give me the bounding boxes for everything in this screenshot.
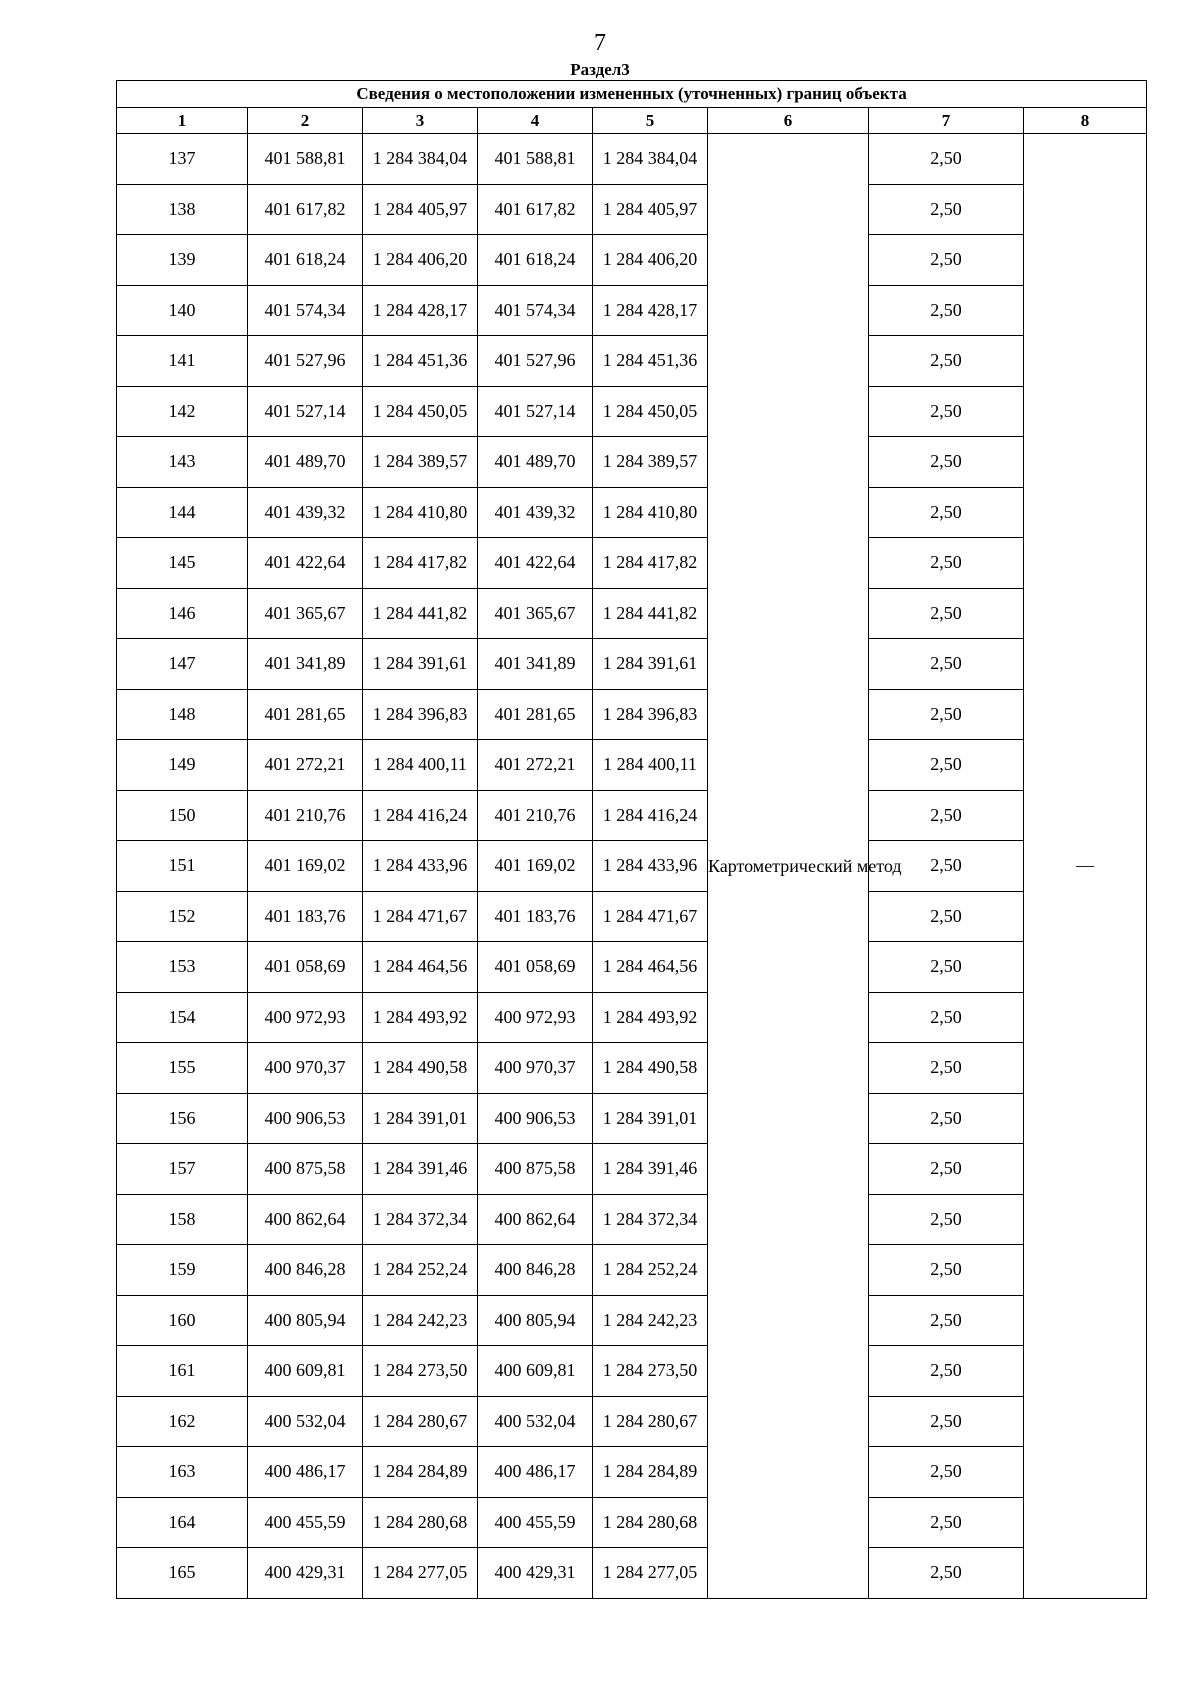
point-number-cell: 137 bbox=[117, 134, 248, 185]
new-x-cell: 401 617,82 bbox=[478, 184, 593, 235]
coordinates-table bbox=[116, 80, 1147, 1599]
new-y-cell: 1 284 405,97 bbox=[593, 184, 708, 235]
existing-y-cell: 1 284 242,23 bbox=[363, 1295, 478, 1346]
column-number: 4 bbox=[478, 108, 593, 134]
new-x-cell: 400 486,17 bbox=[478, 1447, 593, 1498]
new-x-cell: 400 906,53 bbox=[478, 1093, 593, 1144]
accuracy-cell: 2,50 bbox=[869, 639, 1024, 690]
table-row bbox=[117, 740, 1147, 791]
new-y-cell: 1 284 410,80 bbox=[593, 487, 708, 538]
accuracy-cell: 2,50 bbox=[869, 1144, 1024, 1195]
existing-y-cell: 1 284 417,82 bbox=[363, 538, 478, 589]
existing-y-cell: 1 284 450,05 bbox=[363, 386, 478, 437]
column-number: 8 bbox=[1024, 108, 1147, 134]
new-y-cell: 1 284 471,67 bbox=[593, 891, 708, 942]
table-row bbox=[117, 1295, 1147, 1346]
new-x-cell: 401 439,32 bbox=[478, 487, 593, 538]
new-y-cell: 1 284 493,92 bbox=[593, 992, 708, 1043]
point-number-cell: 150 bbox=[117, 790, 248, 841]
new-y-cell: 1 284 433,96 bbox=[593, 841, 708, 892]
new-y-cell: 1 284 396,83 bbox=[593, 689, 708, 740]
existing-y-cell: 1 284 471,67 bbox=[363, 891, 478, 942]
existing-y-cell: 1 284 416,24 bbox=[363, 790, 478, 841]
existing-x-cell: 401 617,82 bbox=[248, 184, 363, 235]
existing-x-cell: 401 588,81 bbox=[248, 134, 363, 185]
existing-x-cell: 400 805,94 bbox=[248, 1295, 363, 1346]
existing-y-cell: 1 284 273,50 bbox=[363, 1346, 478, 1397]
existing-x-cell: 401 058,69 bbox=[248, 942, 363, 993]
new-y-cell: 1 284 428,17 bbox=[593, 285, 708, 336]
point-number-cell: 148 bbox=[117, 689, 248, 740]
table-row bbox=[117, 1497, 1147, 1548]
point-number-cell: 152 bbox=[117, 891, 248, 942]
new-x-cell: 400 429,31 bbox=[478, 1548, 593, 1599]
new-x-cell: 401 527,96 bbox=[478, 336, 593, 387]
existing-x-cell: 401 439,32 bbox=[248, 487, 363, 538]
new-x-cell: 400 805,94 bbox=[478, 1295, 593, 1346]
existing-x-cell: 401 341,89 bbox=[248, 639, 363, 690]
point-number-cell: 160 bbox=[117, 1295, 248, 1346]
new-x-cell: 401 183,76 bbox=[478, 891, 593, 942]
existing-y-cell: 1 284 400,11 bbox=[363, 740, 478, 791]
new-y-cell: 1 284 417,82 bbox=[593, 538, 708, 589]
existing-y-cell: 1 284 284,89 bbox=[363, 1447, 478, 1498]
new-y-cell: 1 284 451,36 bbox=[593, 336, 708, 387]
point-number-cell: 158 bbox=[117, 1194, 248, 1245]
table-row bbox=[117, 1043, 1147, 1094]
new-x-cell: 400 972,93 bbox=[478, 992, 593, 1043]
table-row bbox=[117, 134, 1147, 185]
point-number-cell: 144 bbox=[117, 487, 248, 538]
new-y-cell: 1 284 280,67 bbox=[593, 1396, 708, 1447]
column-number: 3 bbox=[363, 108, 478, 134]
new-y-cell: 1 284 284,89 bbox=[593, 1447, 708, 1498]
table-row bbox=[117, 689, 1147, 740]
new-x-cell: 400 970,37 bbox=[478, 1043, 593, 1094]
point-number-cell: 143 bbox=[117, 437, 248, 488]
existing-y-cell: 1 284 277,05 bbox=[363, 1548, 478, 1599]
point-number-cell: 163 bbox=[117, 1447, 248, 1498]
table-row bbox=[117, 1194, 1147, 1245]
existing-x-cell: 401 169,02 bbox=[248, 841, 363, 892]
point-number-cell: 156 bbox=[117, 1093, 248, 1144]
accuracy-cell: 2,50 bbox=[869, 134, 1024, 185]
new-y-cell: 1 284 441,82 bbox=[593, 588, 708, 639]
table-row bbox=[117, 1093, 1147, 1144]
section-title: Раздел3 bbox=[570, 60, 630, 79]
new-x-cell: 401 341,89 bbox=[478, 639, 593, 690]
new-y-cell: 1 284 450,05 bbox=[593, 386, 708, 437]
new-y-cell: 1 284 391,46 bbox=[593, 1144, 708, 1195]
new-x-cell: 400 532,04 bbox=[478, 1396, 593, 1447]
accuracy-cell: 2,50 bbox=[869, 1295, 1024, 1346]
new-x-cell: 401 365,67 bbox=[478, 588, 593, 639]
new-x-cell: 400 846,28 bbox=[478, 1245, 593, 1296]
table-body bbox=[117, 134, 1147, 1599]
existing-x-cell: 400 609,81 bbox=[248, 1346, 363, 1397]
point-number-cell: 159 bbox=[117, 1245, 248, 1296]
accuracy-cell: 2,50 bbox=[869, 184, 1024, 235]
point-number-cell: 147 bbox=[117, 639, 248, 690]
new-x-cell: 400 609,81 bbox=[478, 1346, 593, 1397]
existing-y-cell: 1 284 252,24 bbox=[363, 1245, 478, 1296]
table-row bbox=[117, 235, 1147, 286]
table-row bbox=[117, 285, 1147, 336]
existing-y-cell: 1 284 391,01 bbox=[363, 1093, 478, 1144]
accuracy-cell: 2,50 bbox=[869, 386, 1024, 437]
point-number-cell: 154 bbox=[117, 992, 248, 1043]
existing-x-cell: 400 455,59 bbox=[248, 1497, 363, 1548]
new-x-cell: 401 527,14 bbox=[478, 386, 593, 437]
existing-y-cell: 1 284 405,97 bbox=[363, 184, 478, 235]
existing-x-cell: 400 486,17 bbox=[248, 1447, 363, 1498]
existing-y-cell: 1 284 451,36 bbox=[363, 336, 478, 387]
point-number-cell: 153 bbox=[117, 942, 248, 993]
column-number: 6 bbox=[708, 108, 869, 134]
new-x-cell: 401 574,34 bbox=[478, 285, 593, 336]
accuracy-cell: 2,50 bbox=[869, 790, 1024, 841]
existing-x-cell: 401 281,65 bbox=[248, 689, 363, 740]
existing-y-cell: 1 284 433,96 bbox=[363, 841, 478, 892]
table-row bbox=[117, 1548, 1147, 1599]
existing-x-cell: 401 183,76 bbox=[248, 891, 363, 942]
table-row bbox=[117, 184, 1147, 235]
existing-x-cell: 401 527,96 bbox=[248, 336, 363, 387]
point-number-cell: 151 bbox=[117, 841, 248, 892]
table-row bbox=[117, 1245, 1147, 1296]
existing-y-cell: 1 284 441,82 bbox=[363, 588, 478, 639]
accuracy-cell: 2,50 bbox=[869, 588, 1024, 639]
table-row bbox=[117, 588, 1147, 639]
point-number-cell: 149 bbox=[117, 740, 248, 791]
existing-x-cell: 400 875,58 bbox=[248, 1144, 363, 1195]
column-number: 5 bbox=[593, 108, 708, 134]
new-y-cell: 1 284 280,68 bbox=[593, 1497, 708, 1548]
table-row bbox=[117, 437, 1147, 488]
accuracy-cell: 2,50 bbox=[869, 740, 1024, 791]
new-x-cell: 401 169,02 bbox=[478, 841, 593, 892]
existing-x-cell: 401 618,24 bbox=[248, 235, 363, 286]
accuracy-cell: 2,50 bbox=[869, 1396, 1024, 1447]
new-y-cell: 1 284 416,24 bbox=[593, 790, 708, 841]
existing-y-cell: 1 284 428,17 bbox=[363, 285, 478, 336]
existing-x-cell: 401 272,21 bbox=[248, 740, 363, 791]
new-y-cell: 1 284 242,23 bbox=[593, 1295, 708, 1346]
new-x-cell: 401 489,70 bbox=[478, 437, 593, 488]
point-number-cell: 145 bbox=[117, 538, 248, 589]
new-x-cell: 401 281,65 bbox=[478, 689, 593, 740]
new-y-cell: 1 284 273,50 bbox=[593, 1346, 708, 1397]
existing-x-cell: 401 489,70 bbox=[248, 437, 363, 488]
table-title: Сведения о местоположении измененных (уточненных) границ объекта bbox=[117, 81, 1147, 108]
existing-y-cell: 1 284 493,92 bbox=[363, 992, 478, 1043]
new-x-cell: 400 862,64 bbox=[478, 1194, 593, 1245]
existing-x-cell: 400 970,37 bbox=[248, 1043, 363, 1094]
point-number-cell: 140 bbox=[117, 285, 248, 336]
column-number: 1 bbox=[117, 108, 248, 134]
existing-y-cell: 1 284 280,68 bbox=[363, 1497, 478, 1548]
new-x-cell: 401 210,76 bbox=[478, 790, 593, 841]
existing-x-cell: 401 422,64 bbox=[248, 538, 363, 589]
existing-y-cell: 1 284 391,46 bbox=[363, 1144, 478, 1195]
accuracy-cell: 2,50 bbox=[869, 1093, 1024, 1144]
accuracy-cell: 2,50 bbox=[869, 992, 1024, 1043]
point-number-cell: 161 bbox=[117, 1346, 248, 1397]
existing-x-cell: 400 429,31 bbox=[248, 1548, 363, 1599]
table-row bbox=[117, 336, 1147, 387]
table-row bbox=[117, 639, 1147, 690]
accuracy-cell: 2,50 bbox=[869, 689, 1024, 740]
existing-y-cell: 1 284 280,67 bbox=[363, 1396, 478, 1447]
existing-y-cell: 1 284 372,34 bbox=[363, 1194, 478, 1245]
point-number-cell: 155 bbox=[117, 1043, 248, 1094]
new-y-cell: 1 284 372,34 bbox=[593, 1194, 708, 1245]
existing-x-cell: 400 972,93 bbox=[248, 992, 363, 1043]
accuracy-cell: 2,50 bbox=[869, 1497, 1024, 1548]
new-y-cell: 1 284 400,11 bbox=[593, 740, 708, 791]
accuracy-cell: 2,50 bbox=[869, 336, 1024, 387]
point-number-cell: 141 bbox=[117, 336, 248, 387]
accuracy-cell: 2,50 bbox=[869, 942, 1024, 993]
table-row bbox=[117, 942, 1147, 993]
point-number-cell: 146 bbox=[117, 588, 248, 639]
accuracy-cell: 2,50 bbox=[869, 487, 1024, 538]
existing-x-cell: 401 210,76 bbox=[248, 790, 363, 841]
accuracy-cell: 2,50 bbox=[869, 235, 1024, 286]
new-y-cell: 1 284 406,20 bbox=[593, 235, 708, 286]
new-y-cell: 1 284 464,56 bbox=[593, 942, 708, 993]
new-x-cell: 401 588,81 bbox=[478, 134, 593, 185]
new-x-cell: 401 422,64 bbox=[478, 538, 593, 589]
new-y-cell: 1 284 252,24 bbox=[593, 1245, 708, 1296]
existing-y-cell: 1 284 391,61 bbox=[363, 639, 478, 690]
accuracy-cell: 2,50 bbox=[869, 285, 1024, 336]
existing-y-cell: 1 284 490,58 bbox=[363, 1043, 478, 1094]
column-number: 7 bbox=[869, 108, 1024, 134]
new-y-cell: 1 284 389,57 bbox=[593, 437, 708, 488]
new-y-cell: 1 284 277,05 bbox=[593, 1548, 708, 1599]
table-row bbox=[117, 487, 1147, 538]
point-number-cell: 142 bbox=[117, 386, 248, 437]
accuracy-cell: 2,50 bbox=[869, 1447, 1024, 1498]
point-number-cell: 165 bbox=[117, 1548, 248, 1599]
accuracy-cell: 2,50 bbox=[869, 1043, 1024, 1094]
point-number-cell: 139 bbox=[117, 235, 248, 286]
new-y-cell: 1 284 391,61 bbox=[593, 639, 708, 690]
point-number-cell: 157 bbox=[117, 1144, 248, 1195]
table-row bbox=[117, 1396, 1147, 1447]
column-number-row bbox=[117, 108, 1147, 134]
existing-x-cell: 400 532,04 bbox=[248, 1396, 363, 1447]
point-number-cell: 162 bbox=[117, 1396, 248, 1447]
point-number-cell: 138 bbox=[117, 184, 248, 235]
table-row bbox=[117, 891, 1147, 942]
existing-y-cell: 1 284 384,04 bbox=[363, 134, 478, 185]
table-row bbox=[117, 1144, 1147, 1195]
new-y-cell: 1 284 490,58 bbox=[593, 1043, 708, 1094]
existing-y-cell: 1 284 406,20 bbox=[363, 235, 478, 286]
existing-y-cell: 1 284 410,80 bbox=[363, 487, 478, 538]
existing-x-cell: 400 846,28 bbox=[248, 1245, 363, 1296]
accuracy-cell: 2,50 bbox=[869, 891, 1024, 942]
table-row bbox=[117, 386, 1147, 437]
accuracy-cell: 2,50 bbox=[869, 437, 1024, 488]
accuracy-cell: 2,50 bbox=[869, 538, 1024, 589]
new-y-cell: 1 284 384,04 bbox=[593, 134, 708, 185]
new-y-cell: 1 284 391,01 bbox=[593, 1093, 708, 1144]
existing-x-cell: 400 906,53 bbox=[248, 1093, 363, 1144]
existing-y-cell: 1 284 389,57 bbox=[363, 437, 478, 488]
point-number-cell: 164 bbox=[117, 1497, 248, 1548]
table-row bbox=[117, 992, 1147, 1043]
table-row bbox=[117, 538, 1147, 589]
existing-x-cell: 401 527,14 bbox=[248, 386, 363, 437]
table-row bbox=[117, 1447, 1147, 1498]
existing-y-cell: 1 284 396,83 bbox=[363, 689, 478, 740]
page-number: 7 bbox=[594, 30, 606, 56]
new-x-cell: 401 058,69 bbox=[478, 942, 593, 993]
existing-x-cell: 401 574,34 bbox=[248, 285, 363, 336]
existing-x-cell: 401 365,67 bbox=[248, 588, 363, 639]
column8-cell: — bbox=[1024, 134, 1147, 1599]
existing-y-cell: 1 284 464,56 bbox=[363, 942, 478, 993]
table-row bbox=[117, 1346, 1147, 1397]
accuracy-cell: 2,50 bbox=[869, 1245, 1024, 1296]
new-x-cell: 400 455,59 bbox=[478, 1497, 593, 1548]
column-number: 2 bbox=[248, 108, 363, 134]
new-x-cell: 401 272,21 bbox=[478, 740, 593, 791]
accuracy-cell: 2,50 bbox=[869, 1346, 1024, 1397]
accuracy-cell: 2,50 bbox=[869, 1194, 1024, 1245]
new-x-cell: 400 875,58 bbox=[478, 1144, 593, 1195]
existing-x-cell: 400 862,64 bbox=[248, 1194, 363, 1245]
accuracy-cell: 2,50 bbox=[869, 841, 1024, 892]
method-cell: Картометрический метод bbox=[708, 134, 869, 1599]
table-row bbox=[117, 841, 1147, 892]
accuracy-cell: 2,50 bbox=[869, 1548, 1024, 1599]
new-x-cell: 401 618,24 bbox=[478, 235, 593, 286]
table-row bbox=[117, 790, 1147, 841]
